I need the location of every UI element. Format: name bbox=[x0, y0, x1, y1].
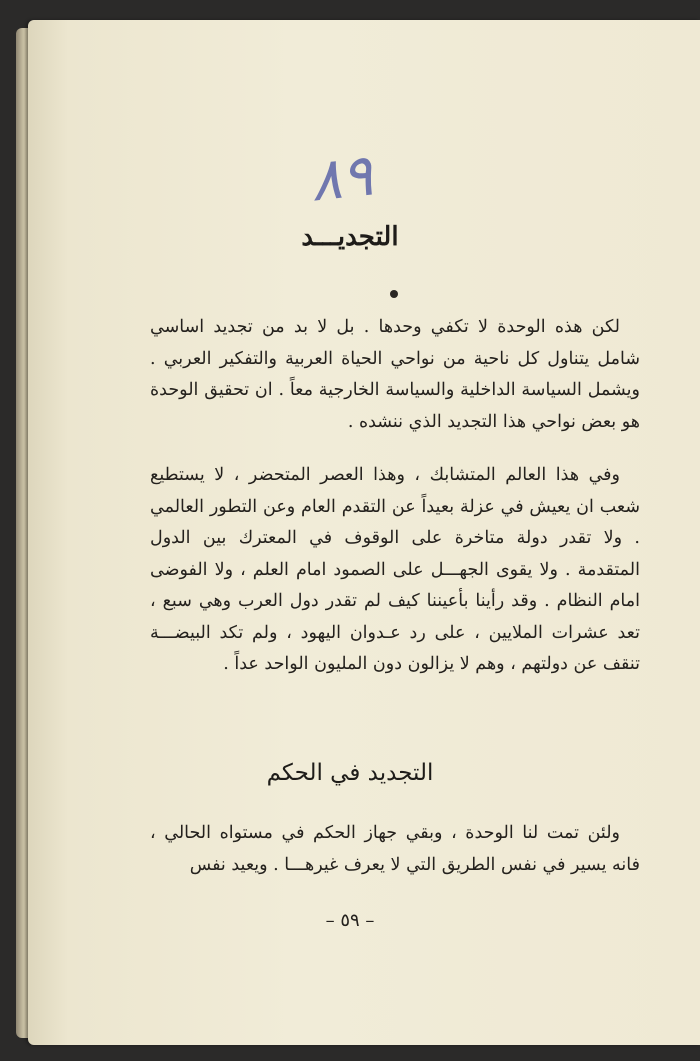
paragraph-3-text: ولئن تمت لنا الوحدة ، وبقي جهاز الحكم في مستواه الحالي ، فانه يسير في نفس الطريق التي لا يعرف غيرهـــا . ويعيد نفس bbox=[150, 823, 640, 875]
paragraph-2 bbox=[150, 460, 640, 681]
page-title: التجديـــد bbox=[301, 222, 399, 252]
printed-page-number: – ٥٩ – bbox=[325, 910, 375, 931]
section-heading: التجديد في الحكم bbox=[266, 760, 434, 786]
section-dot-ornament bbox=[390, 290, 398, 298]
paragraph-1 bbox=[150, 312, 640, 438]
handwritten-page-number: ٨٩ bbox=[306, 140, 376, 215]
paragraph-2-text: وفي هذا العالم المتشابك ، وهذا العصر المتحضر ، لا يستطيع شعب ان يعيش في عزلة بعيداً عن التقدم العام وعن التطور العالمي . ولا تقدر دولة متاخرة على الوقوف في المعترك بين الدول المتقدمة . ولا يقوى الجهـــل على الصمود امام العلم ، ولا الفوضى امام النظام . وقد رأينا بأعيننا كيف لم تقدر دول العرب وهي سبع ، تعد عشرات الملايين ، على رد عـدوان اليهود ، ولم تكد البيضـــة تنقف عن دولتهم ، وهم لا يزالون دون المليون الواحد عداً . bbox=[150, 465, 640, 674]
paragraph-3 bbox=[150, 818, 640, 881]
paragraph-1-text: لكن هذه الوحدة لا تكفي وحدها . بل لا بد من تجديد اساسي شامل يتناول كل ناحية من نواحي الحياة العربية والتفكير العربي . ويشمل السياسة الداخلية والسياسة الخارجية معاً . ان تحقيق الوحدة هو بعض نواحي هذا التجديد الذي ننشده . bbox=[150, 317, 640, 432]
